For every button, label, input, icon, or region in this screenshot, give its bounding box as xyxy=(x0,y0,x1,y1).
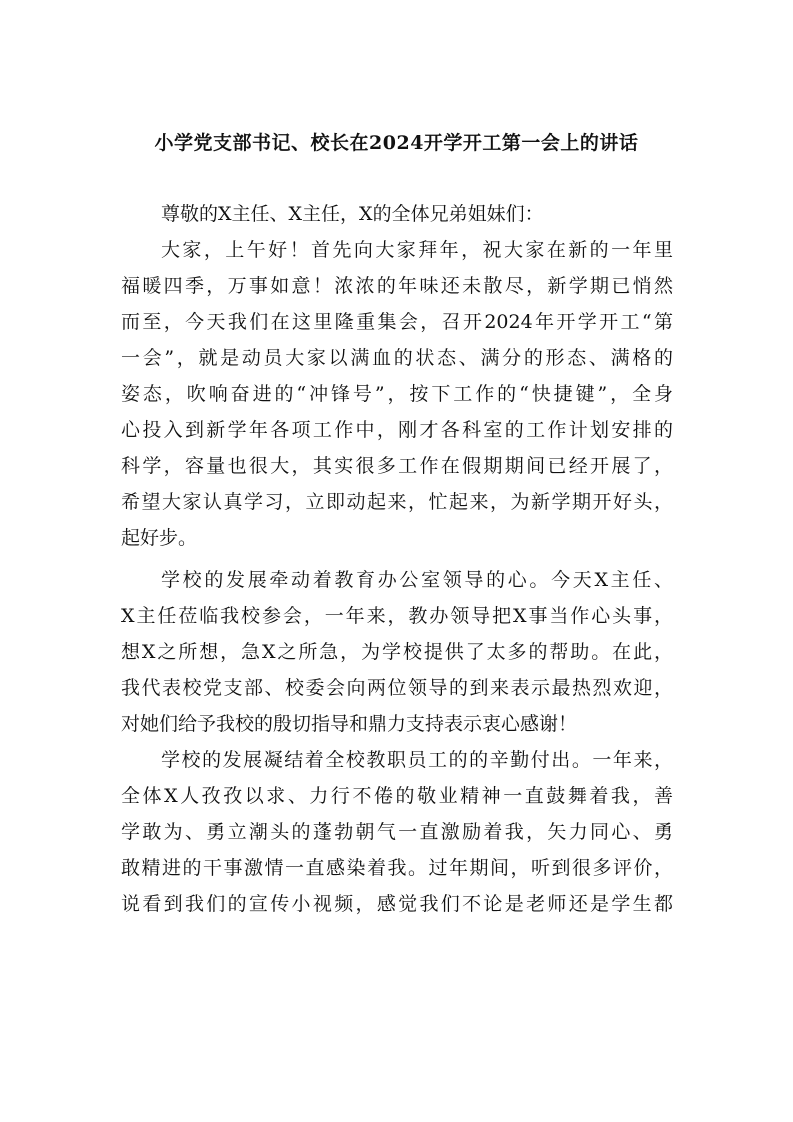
document-body xyxy=(121,196,673,922)
paragraph-leadership-thanks xyxy=(121,562,673,742)
document-title: 小学党支部书记、校长在2024开学开工第一会上的讲话 xyxy=(154,132,639,154)
text-line: 科学，容量也很大，其实很多工作在假期期间已经开展了， xyxy=(121,455,673,477)
text-line: 大家，上午好！首先向大家拜年，祝大家在新的一年里 xyxy=(161,239,673,261)
text-line: 福暖四季，万事如意！浓浓的年味还未散尽，新学期已悄然 xyxy=(121,275,673,297)
text-line: 敢精进的干事激情一直感染着我。过年期间，听到很多评价， xyxy=(121,857,673,879)
text-line: 我代表校党支部、校委会向两位领导的到来表示最热烈欢迎， xyxy=(121,677,673,699)
text-line: 说看到我们的宣传小视频，感觉我们不论是老师还是学生都 xyxy=(121,893,673,915)
text-line: 全体X人孜孜以求、力行不倦的敬业精神一直鼓舞着我，善 xyxy=(121,785,673,807)
text-line: 而至，今天我们在这里隆重集会，召开2024年开学开工“第 xyxy=(121,311,673,333)
text-line: 心投入到新学年各项工作中，刚才各科室的工作计划安排的 xyxy=(121,419,673,441)
text-line: 希望大家认真学习，立即动起来，忙起来，为新学期开好头， xyxy=(121,491,673,513)
paragraph-salutation xyxy=(121,196,673,232)
text-line: 姿态，吹响奋进的“冲锋号”，按下工作的“快捷键”，全身 xyxy=(121,383,673,405)
paragraph-staff-effort xyxy=(121,742,673,922)
paragraph-greeting xyxy=(121,232,673,556)
text-line: 尊敬的X主任、X主任，X的全体兄弟姐妹们： xyxy=(161,203,544,225)
text-line: 起好步。 xyxy=(121,527,198,549)
text-line: 想X之所想，急X之所急，为学校提供了太多的帮助。在此， xyxy=(121,641,673,663)
text-line: 一会”，就是动员大家以满血的状态、满分的形态、满格的 xyxy=(121,347,673,369)
text-line: 学校的发展凝结着全校教职员工的的辛勤付出。一年来， xyxy=(161,749,673,771)
text-line: 学敢为、勇立潮头的蓬勃朝气一直激励着我，矢力同心、勇 xyxy=(121,821,673,843)
text-line: X主任莅临我校参会，一年来，教办领导把X事当作心头事， xyxy=(121,605,673,627)
text-line: 对她们给予我校的殷切指导和鼎力支持表示衷心感谢！ xyxy=(121,713,578,735)
text-line: 学校的发展牵动着教育办公室领导的心。今天X主任、 xyxy=(161,569,673,591)
